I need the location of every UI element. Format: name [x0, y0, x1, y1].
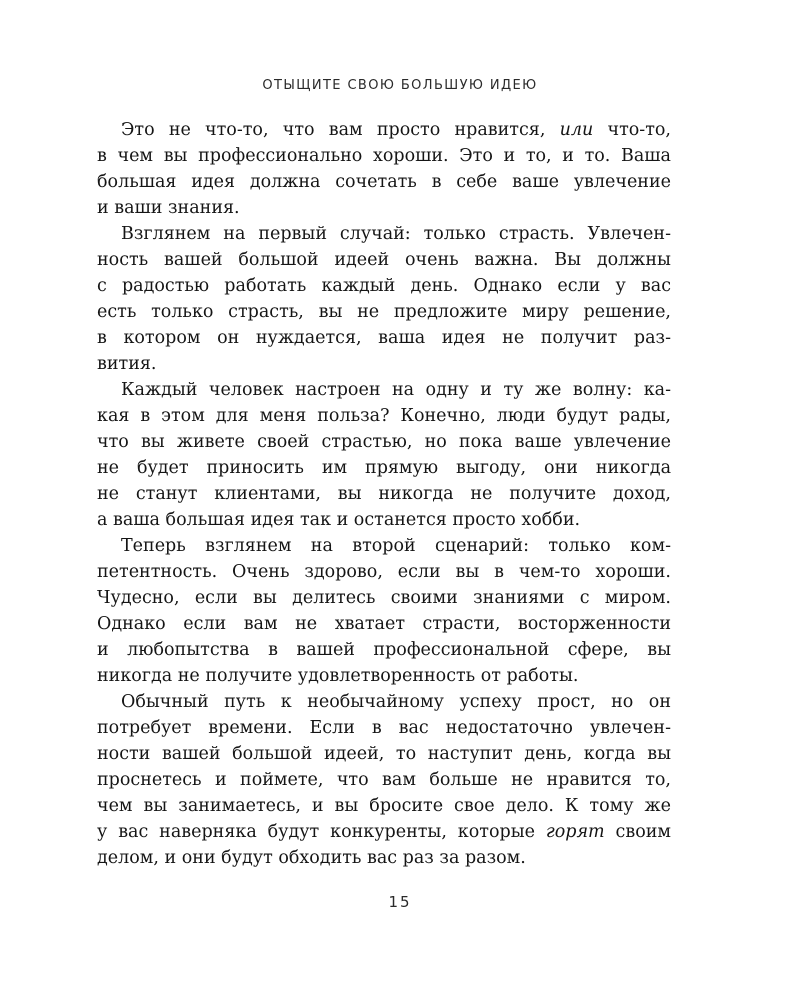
text-line: ности вашей большой идеей, то наступит день, когда вы: [97, 744, 671, 764]
text-line: кая в этом для меня польза? Конечно, люди будут рады,: [97, 406, 671, 426]
text-line: Теперь взглянем на второй сценарий: только ком-: [121, 536, 671, 556]
text-segment: Это не что-то, что вам просто нравится,: [121, 120, 560, 140]
text-line: Чудесно, если вы делитесь своими знаниями с миром.: [97, 588, 671, 608]
text-line: большая идея должна сочетать в себе ваше увлечение: [97, 172, 671, 192]
text-line: Взглянем на первый случай: только страсть. Увлечен-: [121, 224, 671, 244]
body-text: [97, 117, 672, 871]
text-line: и любопытства в вашей профессиональной сфере, вы: [97, 640, 671, 660]
text-line: Обычный путь к необычайному успеху прост, но он: [121, 692, 671, 712]
text-segment: своим: [604, 822, 672, 842]
text-line: никогда не получите удовлетворенность от работы.: [97, 666, 579, 686]
text-line: а ваша большая идея так и останется просто хобби.: [97, 510, 581, 530]
text-line: и ваши знания.: [97, 198, 240, 218]
text-line: ность вашей большой идеей очень важна. Вы должны: [97, 250, 671, 270]
text-line: делом, и они будут обходить вас раз за разом.: [97, 848, 526, 868]
paragraph: [97, 533, 671, 689]
paragraph: [97, 689, 672, 871]
text-line: что вы живете своей страстью, но пока ваше увлечение: [97, 432, 671, 452]
running-head: ОТЫЩИТЕ СВОЮ БОЛЬШУЮ ИДЕЮ: [262, 78, 538, 93]
emphasis-text: или: [559, 120, 594, 140]
text-line: потребует времени. Если в вас недостаточно увлечен-: [97, 718, 671, 738]
text-line: в чем вы профессионально хороши. Это и то, и то. Ваша: [97, 146, 671, 166]
text-line: Однако если вам не хватает страсти, восторженности: [97, 614, 671, 634]
text-line: с радостью работать каждый день. Однако если у вас: [97, 276, 671, 296]
paragraph: [97, 117, 671, 221]
text-line: не будет приносить им прямую выгоду, они никогда: [97, 458, 671, 478]
text-segment: у вас наверняка будут конкуренты, которые: [97, 822, 546, 842]
text-line: [97, 819, 671, 845]
page-number: 15: [388, 893, 412, 911]
text-line: Каждый человек настроен на одну и ту же волну: ка-: [121, 380, 671, 400]
text-line: не станут клиентами, вы никогда не получите доход,: [97, 484, 671, 504]
emphasis-text: горят: [545, 822, 605, 842]
text-line: вития.: [97, 354, 157, 374]
text-line: в котором он нуждается, ваша идея не получит раз-: [97, 328, 671, 348]
text-line: проснетесь и поймете, что вам больше не нравится то,: [97, 770, 671, 790]
paragraph: [97, 221, 671, 377]
text-segment: что-то,: [593, 120, 671, 140]
text-line: есть только страсть, вы не предложите миру решение,: [97, 302, 671, 322]
text-line: [121, 117, 671, 143]
paragraph: [97, 377, 671, 533]
text-line: чем вы занимаетесь, и вы бросите свое дело. К тому же: [97, 796, 671, 816]
text-line: петентность. Очень здорово, если вы в чем-то хороши.: [97, 562, 671, 582]
